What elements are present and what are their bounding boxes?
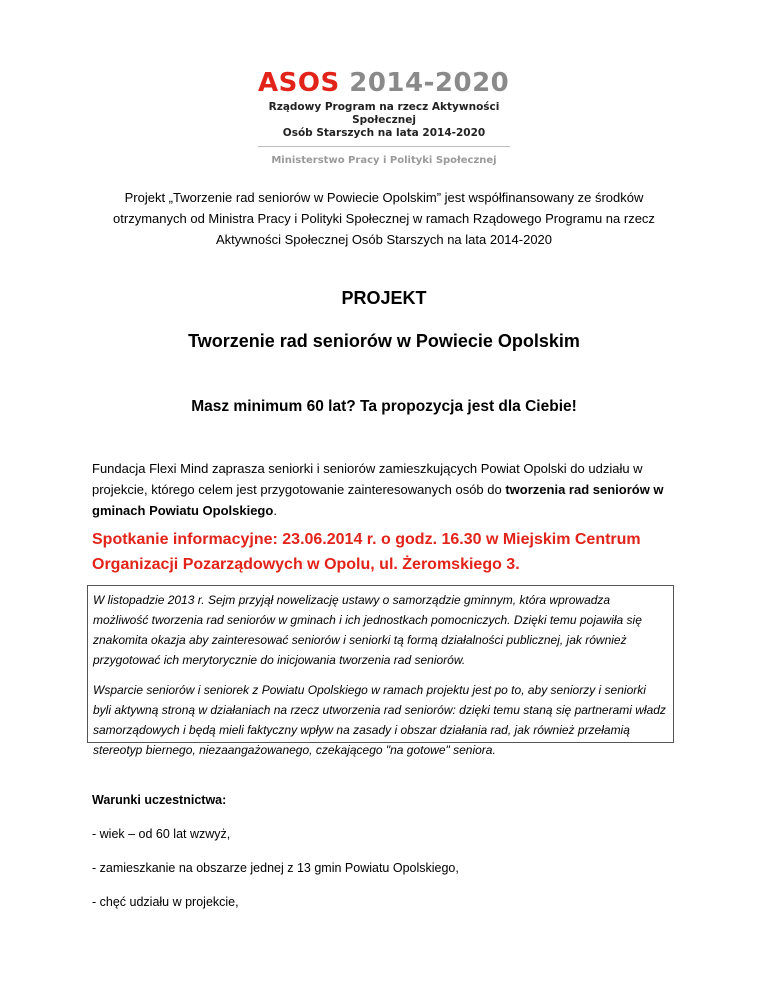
condition-item: - wiek – od 60 lat wzwyż, [92, 827, 231, 841]
info-box [87, 585, 674, 757]
conditions-heading: Warunki uczestnictwa: [92, 793, 227, 807]
funding-note: Projekt „Tworzenie rad seniorów w Powiecie Opolskim” jest współfinansowany ze środków otrzymanych od Ministra Pracy i Polityki Społecznej w ramach Rządowego Programu na rzecz Aktywności Społecznej Osób Starszych na lata 2014-2020 [113, 190, 655, 247]
intro-text: Fundacja Flexi Mind zaprasza seniorki i seniorów zamieszkujących Powiat Opolski do udziału w projekcie, którego celem jest przygotowanie zainteresowanych osób do [92, 461, 643, 497]
condition-item: - zamieszkanie na obszarze jednej z 13 gmin Powiatu Opolskiego, [92, 861, 459, 875]
logo-asos: ASOS [258, 68, 340, 98]
info-paragraph-1: W listopadzie 2013 r. Sejm przyjął nowelizację ustawy o samorządzie gminnym, która wprowadza możliwość tworzenia rad seniorów w gminach i ich jednostkach pomocniczych. Dzięki temu pojawiła się znakomita okazja aby zainteresować seniorów i seniorki tą formą działalności publicznej, jak również przygotować ich merytorycznie do inicjowania tworzenia rad seniorów. [93, 593, 642, 667]
intro-bold: tworzenia rad seniorów w gminach Powiatu Opolskiego [92, 482, 664, 518]
info-paragraph-2: Wsparcie seniorów i seniorek z Powiatu Opolskiego w ramach projektu jest po to, aby seniorzy i seniorki byli aktywną stroną w działaniach na rzecz utworzenia rad seniorów: dzięki temu staną się partnerami władz samorządowych i będą mieli faktyczny wpływ na zasady i obszar działania rad, jak również przełamią stereotyp biernego, niezaangażowanego, czekającego "na gotowe" seniora. [93, 683, 666, 757]
project-title: Tworzenie rad seniorów w Powiecie Opolskim [188, 331, 580, 351]
logo-divider [258, 146, 510, 147]
asos-logo [258, 68, 510, 166]
logo-subtitle [258, 101, 510, 140]
intro-end: . [273, 503, 277, 518]
logo-years: 2014-2020 [339, 68, 510, 98]
page-heading: PROJEKT [341, 288, 427, 308]
logo-ministry: Ministerstwo Pracy i Polityki Społecznej [271, 155, 497, 166]
logo-line-1: Rządowy Program na rzecz Aktywności Społecznej [268, 101, 500, 126]
tagline: Masz minimum 60 lat? Ta propozycja jest dla Ciebie! [191, 398, 577, 415]
intro-paragraph [92, 458, 682, 521]
condition-item: - chęć udziału w projekcie, [92, 895, 239, 909]
logo-title [258, 68, 510, 98]
logo-line-2: Osób Starszych na lata 2014-2020 [282, 127, 486, 139]
meeting-info: Spotkanie informacyjne: 23.06.2014 r. o godz. 16.30 w Miejskim Centrum Organizacji Pozarządowych w Opolu, ul. Żeromskiego 3. [92, 531, 641, 573]
